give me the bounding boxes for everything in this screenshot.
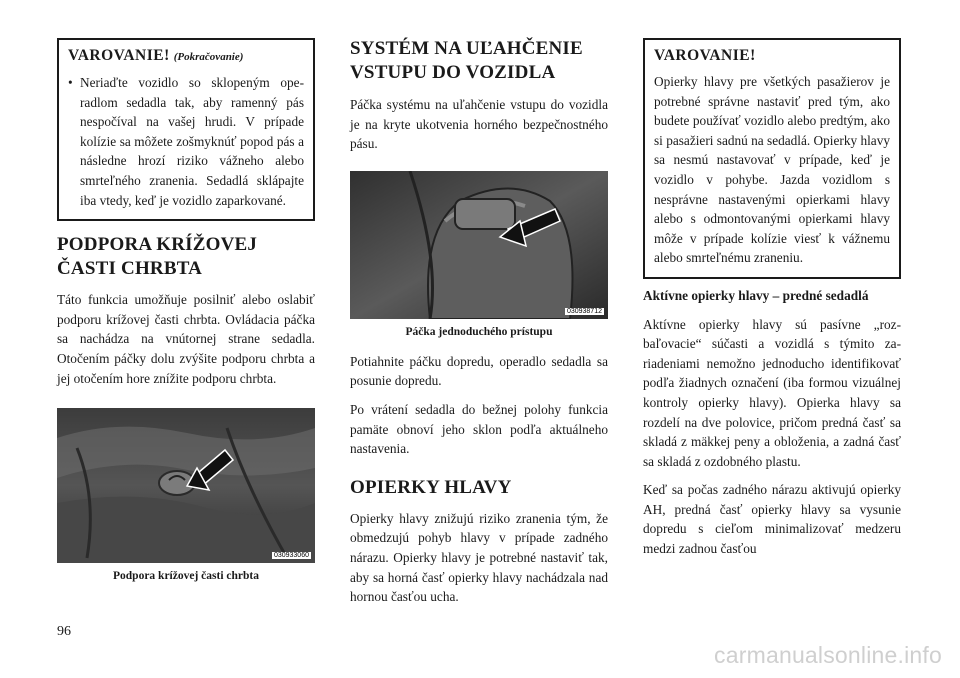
bullet-icon: • — [68, 75, 73, 90]
lumbar-paragraph: Táto funkcia umožňuje posilniť alebo oslabiť podporu krížovej časti chrbta. Ovládacia páčka sa nachádza na vnútornej strane sedadla. Otočením páčky dolu zvýšite podporu chrbta a jej otočením hore znížite podporu chrbta. — [57, 292, 315, 386]
warning-bullet-item — [68, 73, 304, 210]
watermark: carmanualsonline.info — [714, 642, 942, 668]
lumbar-photo-illustration — [57, 408, 315, 563]
active-head-restraints-paragraph-2: Keď sa počas zadného nárazu aktivujú opierky AH, predná časť opierky hlavy sa vysunie dopredu s cieľom minimalizovať medzeru medzi zadnou časťou — [643, 482, 901, 557]
middle-column — [350, 38, 608, 607]
warning-title — [68, 46, 304, 67]
page-number: 96 — [57, 624, 71, 639]
warning-label: VAROVANIE! — [68, 47, 170, 64]
section-heading-easy-entry: SYSTÉM NA UĽAHČENIE VSTUPU DO VOZIDLA — [350, 38, 583, 83]
continued-label: (Pokračovanie) — [173, 51, 244, 63]
easy-entry-photo-illustration — [350, 171, 608, 319]
section-heading-lumbar: PODPORA KRÍŽOVEJ ČASTI CHRBTA — [57, 234, 258, 280]
figure-code: 030933060 — [273, 552, 309, 560]
active-head-restraints-paragraph: Aktívne opierky hlavy sú pasívne „rozbaľovacie“ súčasti a vozidlá s týmito zariadeniami nemožno jednoducho identifikovať podľa žiadnych označení (iba formou vizuálnej kontroly opierky hlavy). Opierka hlavy sa rozdelí na dve polovice, pričom predná časť sa skladá z mäkkej peny a obloženia, a zadná časť sa skladá z ozdobného plastu. — [643, 316, 901, 469]
easy-entry-photo — [350, 171, 608, 319]
easy-entry-caption: Páčka jednoduchého prístupu — [405, 325, 553, 338]
easy-entry-paragraph-3: Po vrátení sedadla do bežnej polohy funkcia pamäte obnoví jeho sklon podľa aktuálneho nastavenia. — [350, 401, 608, 457]
section-heading-head-restraints: OPIERKY HLAVY — [350, 476, 512, 498]
left-column — [57, 38, 315, 584]
warning-text: Neriaďte vozidlo so sklopeným operadlom sedadla tak, aby ramenný pás nespočíval na vašej hrudi. V prípade kolízie sa môžete zošmyknúť popod pás a následne hrozí riziko vážneho alebo smrteľného zranenia. Sedadlá sklápajte iba vtedy, keď je vozidlo zaparkované. — [80, 75, 304, 208]
warning-box — [643, 38, 901, 279]
subheading-active-head-restraints: Aktívne opierky hlavy – predné sedadlá — [643, 287, 869, 303]
warning-title: VAROVANIE! — [654, 47, 756, 64]
warning-box-continued — [57, 38, 315, 221]
easy-entry-paragraph: Páčka systému na uľahčenie vstupu do vozidla je na kryte ukotvenia horného bezpečnostného pásu. — [350, 97, 608, 152]
easy-entry-paragraph-2: Potiahnite páčku dopredu, operadlo sedadla sa posunie dopredu. — [350, 353, 608, 389]
figure-code: 030938712 — [566, 307, 602, 315]
head-restraints-paragraph: Opierky hlavy znižujú riziko zranenia tým, že obmedzujú pohyb hlavy v prípade zadného nárazu. Opierky hlavy je potrebné nastaviť tak, aby sa horná časť opierky hlavy nachádzala nad hornou časťou ucha. — [350, 510, 608, 605]
warning-text: Opierky hlavy pre všetkých pasažierov je potrebné správne nastaviť pred tým, ako budete používať vozidlo alebo predtým, ako si pasažieri sadnú na sedadlá. Opierky hlavy sa nesmú nastavovať v prípade, keď je vozidlo v pohybe. Jazda vozidlom s nesprávne nastavenými opierkami hlavy alebo s odmontovanými opierkami hlavy môže v prípade kolízie viesť k vážnemu alebo smrteľnému zraneniu. — [654, 74, 890, 266]
lumbar-caption: Podpora krížovej časti chrbta — [113, 570, 259, 583]
right-column — [643, 38, 901, 559]
lumbar-support-photo — [57, 408, 315, 563]
